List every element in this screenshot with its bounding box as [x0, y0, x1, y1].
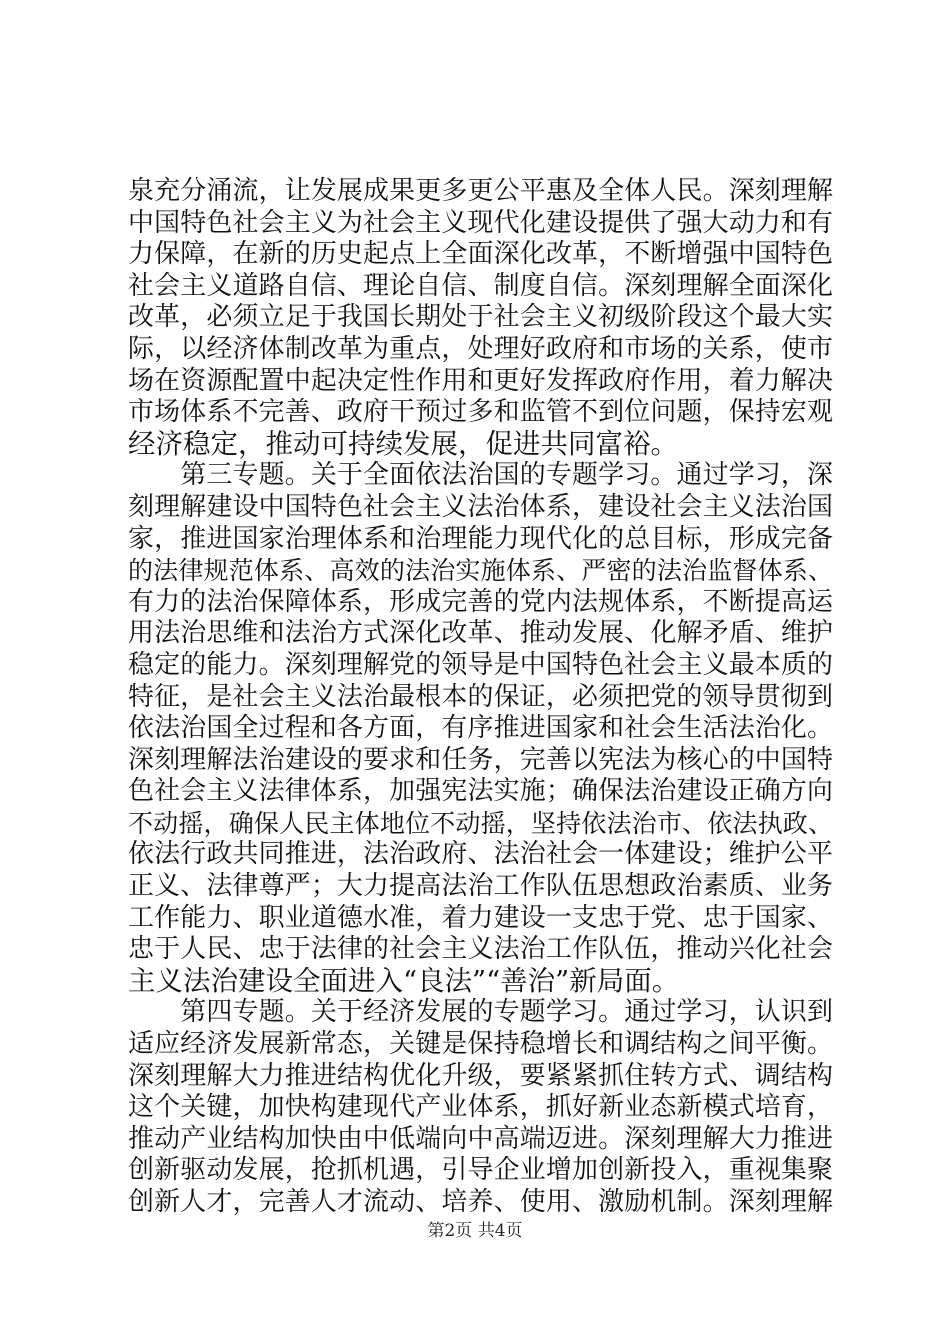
- text-line: 第三专题。关于全面依法治国的专题学习。通过学习，深: [128, 460, 833, 491]
- text-line: 有力的法治保障体系，形成完善的党内法规体系，不断提高运: [128, 586, 833, 617]
- text-line: 稳定的能力。深刻理解党的领导是中国特色社会主义最本质的: [128, 649, 833, 680]
- text-line: 主义法治建设全面进入“良法”“善治”新局面。: [128, 964, 680, 997]
- text-line: 工作能力、职业道德水准，着力建设一支忠于党、忠于国家、: [128, 902, 833, 933]
- text-line: 力保障，在新的历史起点上全面深化改革，不断增强中国特色: [128, 239, 833, 270]
- text-line: 深刻理解法治建设的要求和任务，完善以宪法为核心的中国特: [128, 744, 833, 775]
- text-line: 第四专题。关于经济发展的专题学习。通过学习，认识到: [128, 997, 833, 1028]
- text-line: 泉充分涌流，让发展成果更多更公平惠及全体人民。深刻理解: [128, 176, 833, 206]
- text-line: 中国特色社会主义为社会主义现代化建设提供了强大动力和有: [128, 207, 833, 238]
- text-line: 改革，必须立足于我国长期处于社会主义初级阶段这个最大实: [128, 302, 833, 333]
- body-text: [128, 176, 833, 1219]
- text-line: 这个关键，加快构建现代产业体系，抓好新业态新模式培育，: [128, 1092, 833, 1123]
- text-line: 用法治思维和法治方式深化改革、推动发展、化解矛盾、维护: [128, 618, 833, 649]
- text-line: 适应经济发展新常态，关键是保持稳增长和调结构之间平衡。: [128, 1029, 833, 1060]
- text-line: 的法律规范体系、高效的法治实施体系、严密的法治监督体系、: [128, 556, 833, 586]
- text-line: 场在资源配置中起决定性作用和更好发挥政府作用，着力解决: [128, 365, 833, 396]
- text-line: 特征，是社会主义法治最根本的保证，必须把党的领导贯彻到: [128, 681, 833, 712]
- text-line: 正义、法律尊严；大力提高法治工作队伍思想政治素质、业务: [128, 871, 833, 902]
- text-line: 色社会主义法律体系，加强宪法实施；确保法治建设正确方向: [128, 776, 833, 807]
- text-line: 推动产业结构加快由中低端向中高端迈进。深刻理解大力推进: [128, 1123, 833, 1154]
- text-line: 市场体系不完善、政府干预过多和监管不到位问题，保持宏观: [128, 397, 833, 428]
- text-line: 刻理解建设中国特色社会主义法治体系，建设社会主义法治国: [128, 491, 833, 522]
- text-line: 忠于人民、忠于法律的社会主义法治工作队伍，推动兴化社会: [128, 934, 833, 965]
- text-line: 深刻理解大力推进结构优化升级，要紧紧抓住转方式、调结构: [128, 1060, 833, 1091]
- text-line: 不动摇，确保人民主体地位不动摇，坚持依法治市、依法执政、: [128, 808, 833, 838]
- text-line: 社会主义道路自信、理论自信、制度自信。深刻理解全面深化: [128, 270, 833, 301]
- text-line: 依法治国全过程和各方面，有序推进国家和社会生活法治化。: [128, 713, 833, 744]
- text-line: 经济稳定，推动可持续发展，促进共同富裕。: [128, 427, 678, 460]
- text-line: 际，以经济体制改革为重点，处理好政府和市场的关系，使市: [128, 333, 833, 364]
- text-line: 创新驱动发展，抢抓机遇，引导企业增加创新投入，重视集聚: [128, 1155, 833, 1186]
- text-line: 家，推进国家治理体系和治理能力现代化的总目标，形成完备: [128, 523, 833, 554]
- text-line: 依法行政共同推进，法治政府、法治社会一体建设；维护公平: [128, 839, 833, 870]
- page-footer: 第2页 共4页: [427, 1221, 523, 1241]
- text-line: 创新人才，完善人才流动、培养、使用、激励机制。深刻理解: [128, 1187, 833, 1217]
